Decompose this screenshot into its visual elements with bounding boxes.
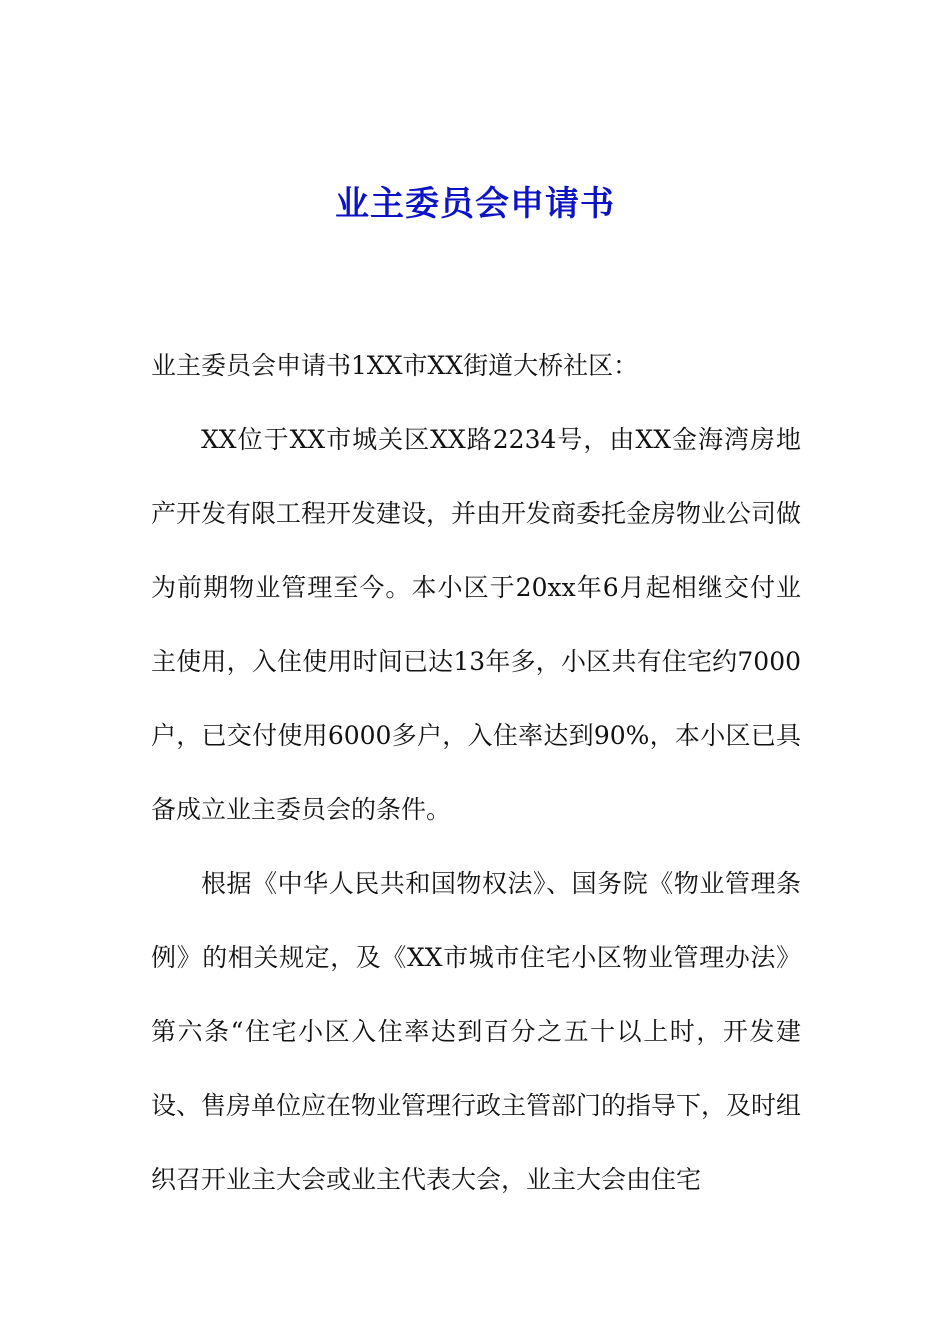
background-paragraph: XX位于XX市城关区XX路2234号，由XX金海湾房地产开发有限工程开发建设，并由开发商委托金房物业公司做为前期物业管理至今。本小区于20xx年6月起相继交付业主使用，入住使用时间已达13年多，小区共有住宅约7000户，已交付使用6000多户，入住率达到90%，本小区已具备成立业主委员会的条件。: [151, 425, 802, 824]
document-title: 业主委员会申请书: [335, 184, 615, 224]
legal-basis-paragraph: 根据《中华人民共和国物权法》、国务院《物业管理条例》的相关规定，及《XX市城市住宅小区物业管理办法》第六条“住宅小区入住率达到百分之五十以上时，开发建设、售房单位应在物业管理行政主管部门的指导下，及时组织召开业主大会或业主代表大会，业主大会由住宅: [151, 869, 802, 1194]
salutation-paragraph: 业主委员会申请书1XX市XX街道大桥社区：: [151, 351, 639, 380]
document-body: [151, 329, 801, 1217]
